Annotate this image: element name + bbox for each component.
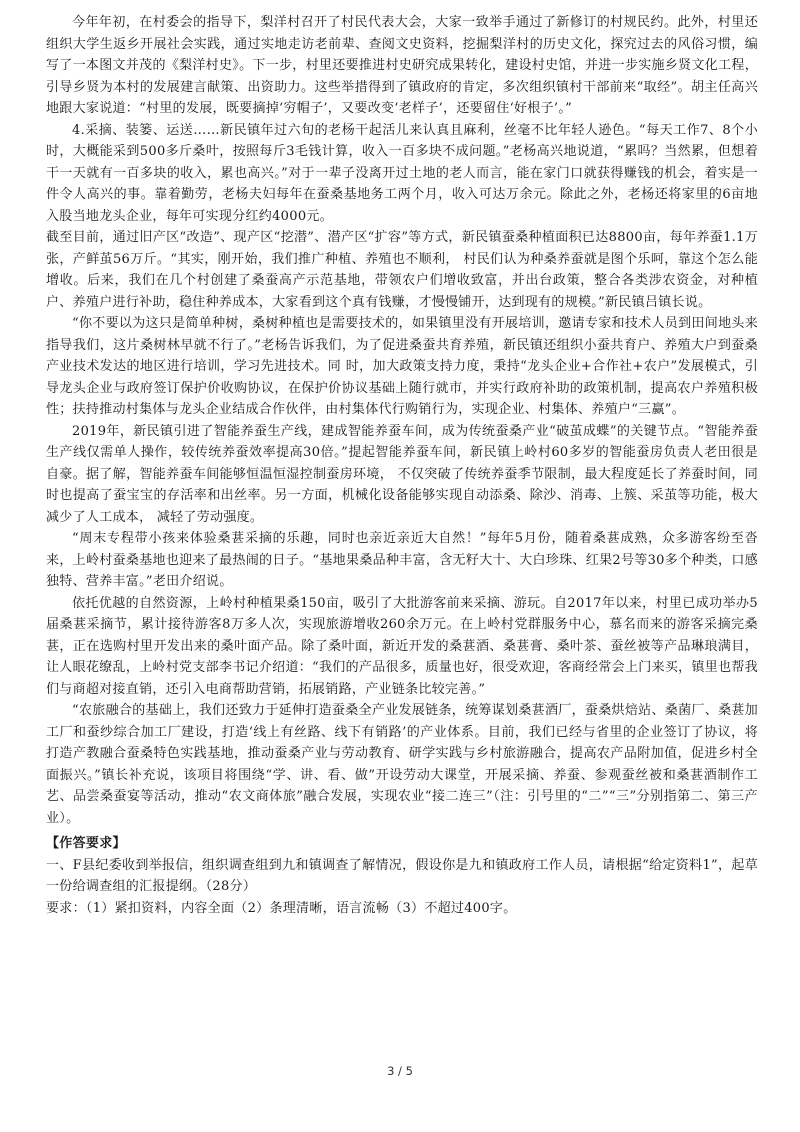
paragraph-training: “你不要以为这只是简单种树，桑树种植也是需要技术的，如果镇里没有开展培训，邀请专家和技术人员到田间地头来指导我们，这片桑树林早就不行了。”老杨告诉我们，为了促进桑蚕共育养殖，新民镇还组织小蚕共育户、养殖大户到蚕桑产业技术发达的地区进行培训，学习先进技术。同 时，加大政策支持力度，秉持“龙头企业+合作社+农户”发展模式，引导龙头企业与政府签订保护价收购协议，在保护价协议基础上随行就市，并实行政府补助的政策机制，提高农户养殖积极性；扶持推动村集体与龙头企业结成合作伙伴，由村集体代行购销行为，实现企业、村集体、养殖户“三赢”。 [46, 316, 758, 417]
requirements-text: 要求：（1）紧扣资料，内容全面（2）条理清晰，语言流畅（3）不超过400字。 [46, 900, 517, 916]
paragraph-mulberry-picking: “周末专程带小孩来体验桑葚采摘的乐趣，同时也亲近亲近大自然！”每年5月份，随着桑葚成熟，众多游客纷至沓来，上岭村蚕桑基地也迎来了最热闹的日子。“基地果桑品种丰富，含无籽大十、大白珍珠、红果2号等30多个种类，口感独特、营养丰富。”老田介绍说。 [46, 531, 758, 589]
paragraph-tourism: 依托优越的自然资源，上岭村种植果桑150亩，吸引了大批游客前来采摘、游玩。自2017年以来，村里已成功举办5届桑葚采摘节，累计接待游客8万多人次，实现旅游增收260余万元。在上岭村党群服务中心，慕名而来的游客采摘完桑葚，正在选购村里开发出来的桑叶面产品。除了桑叶面，新近开发的桑葚酒、桑葚膏、桑叶茶、蚕丝被等产品琳琅满目，让人眼花缭乱，上岭村党支部李书记介绍道：“我们的产品很多，质量也好，很受欢迎，客商经常会上门来买，镇里也帮我们与商超对接直销，还引入电商帮助营销，拓展销路，产业链条比较完善。” [46, 595, 758, 697]
paragraph-industry-chain: “农旅融合的基础上，我们还致力于延伸打造蚕桑全产业发展链条，统筹谋划桑葚酒厂，蚕桑烘焙站、桑菌厂、桑葚加工厂和蚕纱综合加工厂建设，打造‘线上有丝路、线下有销路’的产业体系。目前，我们已经与省里的企业签订了协议，将打造产教融合蚕桑特色实践基地，推动蚕桑产业与劳动教育、研学实践与乡村旅游融合，提高农产品附加值，促进乡村全面振兴。”镇长补充说，该项目将围绕“学、讲、看、做”开设劳动大课堂，开展采摘、养蚕、参观蚕丝被和桑葚酒制作工艺、品尝桑蚕宴等活动，推动“农文商体旅”融合发展，实现农业“接二连三”（注：引号里的“二”“三”分别指第二、第三产业）。 [46, 703, 758, 826]
paragraph-old-yang: 4.采摘、装篓、运送……新民镇年过六旬的老杨干起活儿来认真且麻利，丝毫不比年轻人逊色。“每天工作7、8个小时，大概能采到500多斤桑叶，按照每斤3毛钱计算，收入一百多块不成问题。”老杨高兴地说道，“累吗？当然累，但想着干一天就有一百多块的收入，累也高兴。”对于一辈子没离开过土地的老人而言，能在家门口就获得赚钱的机会，着实是一件令人高兴的事。靠着勤劳，老杨夫妇每年在蚕桑基地务工两个月，收入可达万余元。除此之外，老杨还将家里的6亩地入股当地龙头企业，每年可实现分红约4000元。 [46, 122, 758, 224]
paragraph-village-rules: 今年年初，在村委会的指导下，梨洋村召开了村民代表大会，大家一致举手通过了新修订的村规民约。此外，村里还组织大学生返乡开展社会实践，通过实地走访老前辈、查阅文史资料，挖掘梨洋村的历史文化，探究过去的风俗习惯，编写了一本图文并茂的《梨洋村史》。下一步，村里还要推进村史研究成果转化，建设村史馆，并进一步实施乡贤文化工程，引导乡贤为本村的发展建言献策、出资助力。这些举措得到了镇政府的肯定，多次组织镇村干部前来“取经”。胡主任高兴地跟大家说道：“村里的发展，既要摘掉‘穷帽子’，又要改变‘老样子’，还要留住‘好根子’。” [46, 15, 758, 116]
page-number: 3 / 5 [387, 1064, 413, 1078]
section-heading-requirements: 【作答要求】 [46, 836, 126, 851]
paragraph-planting-area: 截至目前，通过旧产区“改造”、现产区“挖潜”、潜产区“扩容”等方式，新民镇蚕桑种植面积已达8800亩，每年养蚕1.1万张，产鲜茧56万斤。“其实，刚开始，我们推广种植、养殖也不顺利， 村民们认为种桑养蚕就是图个乐呵，靠这个怎么能增收。后来，我们在几个村创建了桑蚕高产示范基地，带领农户们增收致富，并出台政策，整合各类涉农资金，对种植户、养殖户进行补助，稳住种养成本，大家看到这个真有钱赚，才慢慢铺开，达到现有的规模。”新民镇吕镇长说。 [46, 230, 758, 310]
paragraph-smart-silkworm: 2019年，新民镇引进了智能养蚕生产线，建成智能养蚕车间，成为传统蚕桑产业“破茧成蝶”的关键节点。“智能养蚕生产线仅需单人操作，较传统养蚕效率提高30倍。”提起智能养蚕车间，新民镇上岭村60多岁的智能蚕房负责人老田很是自豪。据了解，智能养蚕车间能够恒温恒湿控制蚕房环境， 不仅突破了传统养蚕季节限制，最大程度延长了养蚕时间，同时也提高了蚕宝宝的存活率和出丝率。另一方面，机械化设备能够实现自动添桑、除沙、消毒、上簇、采茧等功能，极大减少了人工成本， 减轻了劳动强度。 [46, 423, 758, 525]
question-text: 一、F县纪委收到举报信，组织调查组到九和镇调查了解情况，假设你是九和镇政府工作人员，请根据“给定资料1”，起草一份给调查组的汇报提纲。（28分） [46, 857, 758, 894]
